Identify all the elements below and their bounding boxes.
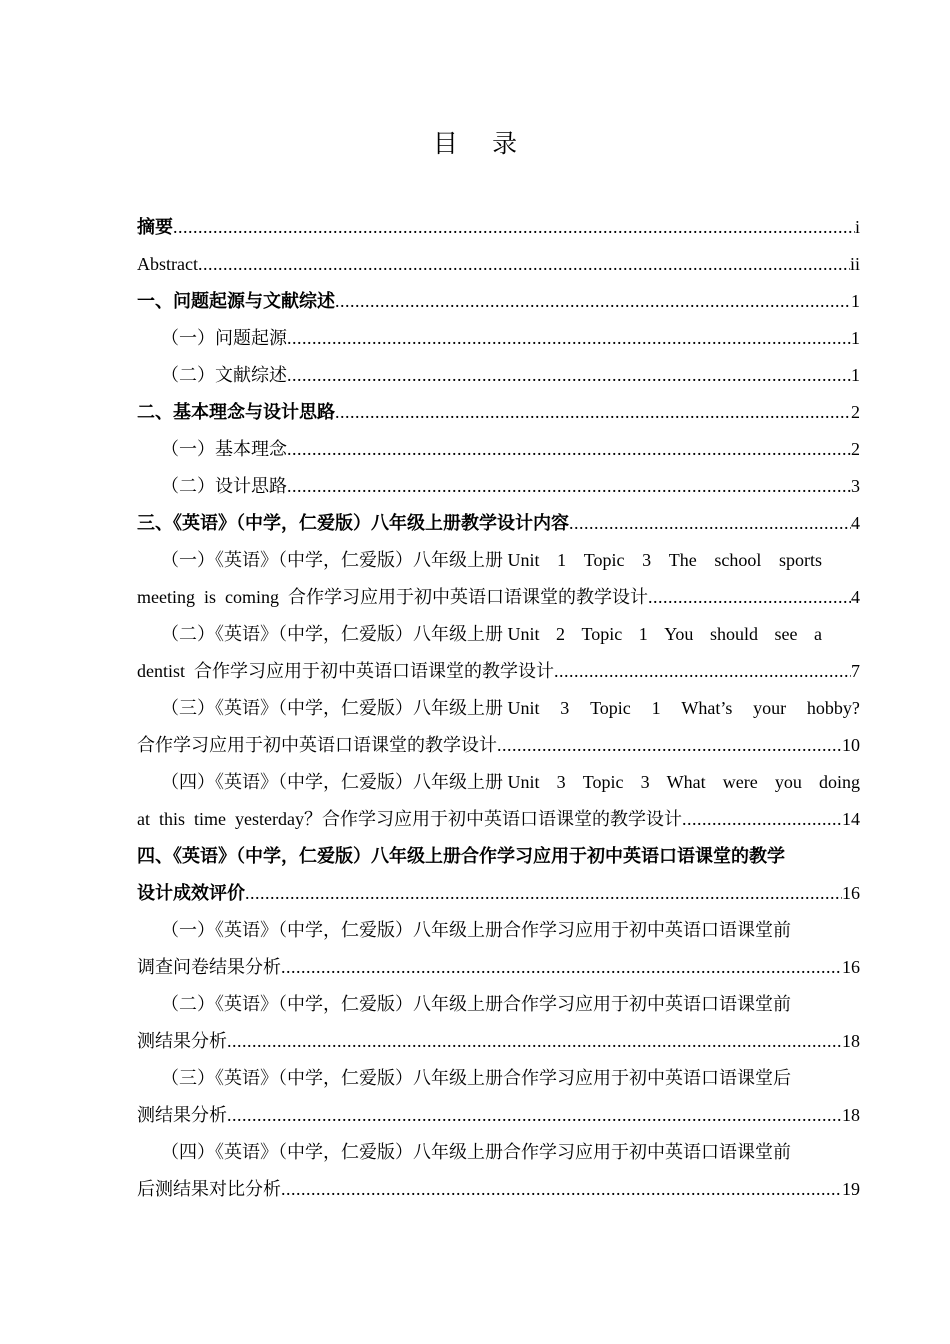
toc-entry-page: 1: [851, 365, 860, 385]
toc-entry-chapter-4-line2[interactable]: [137, 875, 860, 912]
toc-entry-text: （一）问题起源: [161, 328, 287, 348]
toc-entry-section-4-4-line2[interactable]: [137, 1171, 860, 1208]
toc-entry-page: 18: [842, 1031, 860, 1051]
table-of-contents: [137, 209, 860, 1208]
toc-entry-text: 合作学习应用于初中英语口语课堂的教学设计: [137, 735, 497, 755]
toc-entry-section-4-4-line1[interactable]: （四）《英语》（中学，仁爱版）八年级上册合作学习应用于初中英语口语课堂前: [161, 1142, 791, 1162]
toc-entry-section-3-1-line2[interactable]: [137, 579, 860, 616]
toc-entry-section-2-2[interactable]: [137, 468, 860, 505]
toc-entry-page: 16: [842, 957, 860, 977]
toc-entry-page: 16: [842, 883, 860, 903]
toc-entry-text: （二）文献综述: [161, 365, 287, 385]
toc-entry-section-3-2-line1[interactable]: （二）《英语》（中学，仁爱版）八年级上册 Unit 2 Topic 1 You should see a: [161, 624, 822, 644]
toc-entry-page: 1: [851, 328, 860, 348]
toc-entry-text: 摘要: [137, 217, 173, 237]
toc-entry-text: 测结果分析: [137, 1105, 227, 1125]
toc-entry-section-4-2-line2[interactable]: [137, 1023, 860, 1060]
toc-entry-section-1-2[interactable]: [137, 357, 860, 394]
toc-entry-page: 18: [842, 1105, 860, 1125]
toc-entry-section-3-4-line1[interactable]: （四）《英语》（中学，仁爱版）八年级上册 Unit 3 Topic 3 What were you doing: [161, 772, 860, 792]
toc-entry-text: （一）基本理念: [161, 439, 287, 459]
toc-entry-section-3-2-line2[interactable]: [137, 653, 860, 690]
toc-entry-page: ii: [849, 254, 860, 274]
toc-entry-section-2-1[interactable]: [137, 431, 860, 468]
toc-entry-chapter-3[interactable]: [137, 505, 860, 542]
toc-entry-page: 19: [842, 1179, 860, 1199]
toc-entry-abstract-cn[interactable]: [137, 209, 860, 246]
toc-entry-page: 10: [842, 735, 860, 755]
toc-entry-text: 设计成效评价: [137, 883, 245, 903]
toc-entry-page: 3: [851, 476, 860, 496]
toc-entry-section-4-1-line2[interactable]: [137, 949, 860, 986]
toc-entry-page: 2: [851, 402, 860, 422]
toc-entry-page: 7: [851, 661, 860, 681]
toc-entry-text: at this time yesterday？合作学习应用于初中英语口语课堂的教学设计: [137, 809, 682, 829]
toc-entry-chapter-2[interactable]: [137, 394, 860, 431]
toc-entry-section-1-1[interactable]: [137, 320, 860, 357]
toc-entry-text: 一、问题起源与文献综述: [137, 291, 335, 311]
toc-entry-section-4-1-line1[interactable]: （一）《英语》（中学，仁爱版）八年级上册合作学习应用于初中英语口语课堂前: [161, 920, 791, 940]
toc-entry-text: （二）设计思路: [161, 476, 287, 496]
page-title: 目 录: [432, 131, 532, 158]
toc-entry-chapter-1[interactable]: [137, 283, 860, 320]
toc-entry-page: 1: [851, 291, 860, 311]
toc-entry-section-3-1-line1[interactable]: （一）《英语》（中学，仁爱版）八年级上册 Unit 1 Topic 3 The school sports: [161, 550, 822, 570]
toc-entry-page: 4: [851, 513, 860, 533]
toc-entry-page: 14: [842, 809, 860, 829]
toc-entry-text: meeting is coming 合作学习应用于初中英语口语课堂的教学设计: [137, 587, 648, 607]
toc-entry-section-4-2-line1[interactable]: （二）《英语》（中学，仁爱版）八年级上册合作学习应用于初中英语口语课堂前: [161, 994, 791, 1014]
toc-entry-page: 2: [851, 439, 860, 459]
toc-entry-section-3-3-line2[interactable]: [137, 727, 860, 764]
toc-entry-text: 三、《英语》（中学，仁爱版）八年级上册教学设计内容: [137, 513, 569, 533]
toc-entry-text: 测结果分析: [137, 1031, 227, 1051]
toc-entry-chapter-4-line1[interactable]: 四、《英语》（中学，仁爱版）八年级上册合作学习应用于初中英语口语课堂的教学: [137, 846, 785, 866]
toc-entry-section-4-3-line1[interactable]: （三）《英语》（中学，仁爱版）八年级上册合作学习应用于初中英语口语课堂后: [161, 1068, 791, 1088]
toc-entry-text: Abstract: [137, 254, 198, 274]
toc-entry-section-4-3-line2[interactable]: [137, 1097, 860, 1134]
toc-entry-section-3-4-line2[interactable]: [137, 801, 860, 838]
toc-entry-page: 4: [851, 587, 860, 607]
toc-entry-text: 后测结果对比分析: [137, 1179, 281, 1199]
toc-entry-page: i: [854, 217, 860, 237]
toc-entry-abstract-en[interactable]: [137, 246, 860, 283]
toc-entry-text: 调查问卷结果分析: [137, 957, 281, 977]
toc-entry-section-3-3-line1[interactable]: （三）《英语》（中学，仁爱版）八年级上册 Unit 3 Topic 1 What’s your hobby?: [161, 698, 860, 718]
toc-entry-text: 二、基本理念与设计思路: [137, 402, 335, 422]
toc-entry-text: dentist 合作学习应用于初中英语口语课堂的教学设计: [137, 661, 554, 681]
